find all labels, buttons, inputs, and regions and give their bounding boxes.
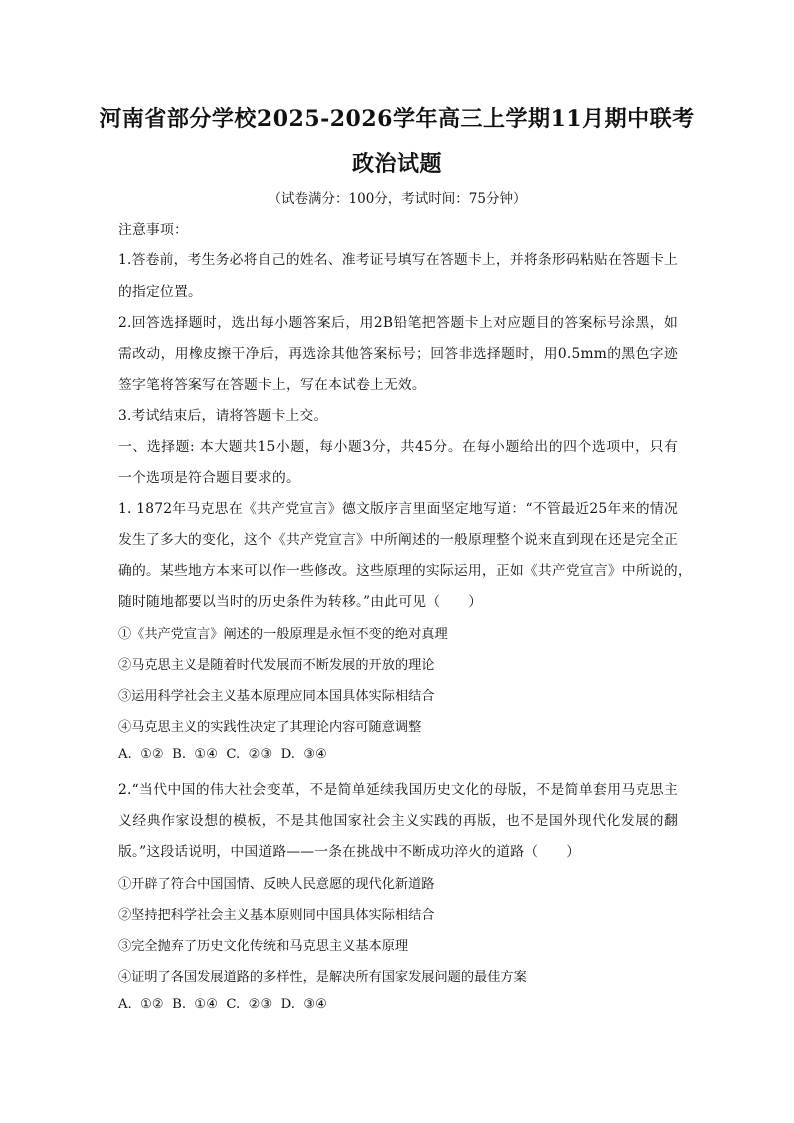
notes-heading: 注意事项： xyxy=(118,222,188,238)
note-2-line-2: 需改动，用橡皮擦干净后，再选涂其他答案标号；回答非选择题时，用0.5mm的黑色字迹 xyxy=(118,346,678,362)
note-1-line-2: 的指定位置。 xyxy=(118,284,202,300)
q1-option-1: ①《共产党宣言》阐述的一般原理是永恒不变的绝对真理 xyxy=(118,627,448,642)
q2-option-3: ③完全抛弃了历史文化传统和马克思主义基本原理 xyxy=(118,939,409,954)
q2-option-4: ④证明了各国发展道路的多样性，是解决所有国家发展问题的最佳方案 xyxy=(118,970,527,985)
exam-meta: （试卷满分：100分，考试时间：75分钟） xyxy=(267,191,527,207)
note-1-line-1: 1.答卷前，考生务必将自己的姓名、准考证号填写在答题卡上，并将条形码粘贴在答题卡上 xyxy=(118,252,678,268)
note-3: 3.考试结束后，请将答题卡上交。 xyxy=(118,408,328,424)
exam-subject-title: 政治试题 xyxy=(351,151,442,177)
q2-choices: A. ①② B. ①④ C. ②③ D. ③④ xyxy=(118,997,327,1012)
q1-option-4: ④马克思主义的实践性决定了其理论内容可随意调整 xyxy=(118,720,422,735)
section-1-line-1: 一、选择题: 本大题共15小题，每小题3分，共45分。在每小题给出的四个选项中，只有 xyxy=(118,439,678,455)
q1-stem-line-4: 随时随地都要以当时的历史条件为转移。”由此可见（ ） xyxy=(118,594,483,610)
q2-stem-line-3: 版。”这段话说明，中国道路——一条在挑战中不断成功淬火的道路（ ） xyxy=(118,844,581,860)
q2-stem-line-2: 义经典作家设想的模板，不是其他国家社会主义实践的再版，也不是国外现代化发展的翻 xyxy=(118,813,678,829)
q2-stem-line-1: 2.“当代中国的伟大社会变革，不是简单延续我国历史文化的母版，不是简单套用马克思主 xyxy=(118,782,678,798)
note-2-line-3: 签字笔将答案写在答题卡上，写在本试卷上无效。 xyxy=(118,377,426,393)
q2-option-1: ①开辟了符合中国国情、反映人民意愿的现代化新道路 xyxy=(118,877,435,892)
q1-choices: A. ①② B. ①④ C. ②③ D. ③④ xyxy=(118,747,327,762)
q2-option-2: ②坚持把科学社会主义基本原则同中国具体实际相结合 xyxy=(118,908,435,923)
q1-option-2: ②马克思主义是随着时代发展而不断发展的开放的理论 xyxy=(118,658,435,673)
q1-option-3: ③运用科学社会主义基本原理应同本国具体实际相结合 xyxy=(118,689,435,704)
q1-stem-line-1: 1. 1872年马克思在《共产党宣言》德文版序言里面坚定地写道：“不管最近25年来的情况 xyxy=(118,501,678,517)
section-1-line-2: 一个选项是符合题目要求的。 xyxy=(118,470,300,486)
q1-stem-line-2: 发生了多大的变化，这个《共产党宣言》中所阐述的一般原理整个说来直到现在还是完全正 xyxy=(118,532,678,548)
q1-stem-line-3: 确的。某些地方本来可以作一些修改。这些原理的实际运用，正如《共产党宣言》中所说的， xyxy=(118,563,692,579)
note-2-line-1: 2.回答选择题时，选出每小题答案后，用2B铅笔把答题卡上对应题目的答案标号涂黑，如 xyxy=(118,315,678,331)
exam-title: 河南省部分学校2025-2026学年高三上学期11月期中联考 xyxy=(99,106,695,132)
